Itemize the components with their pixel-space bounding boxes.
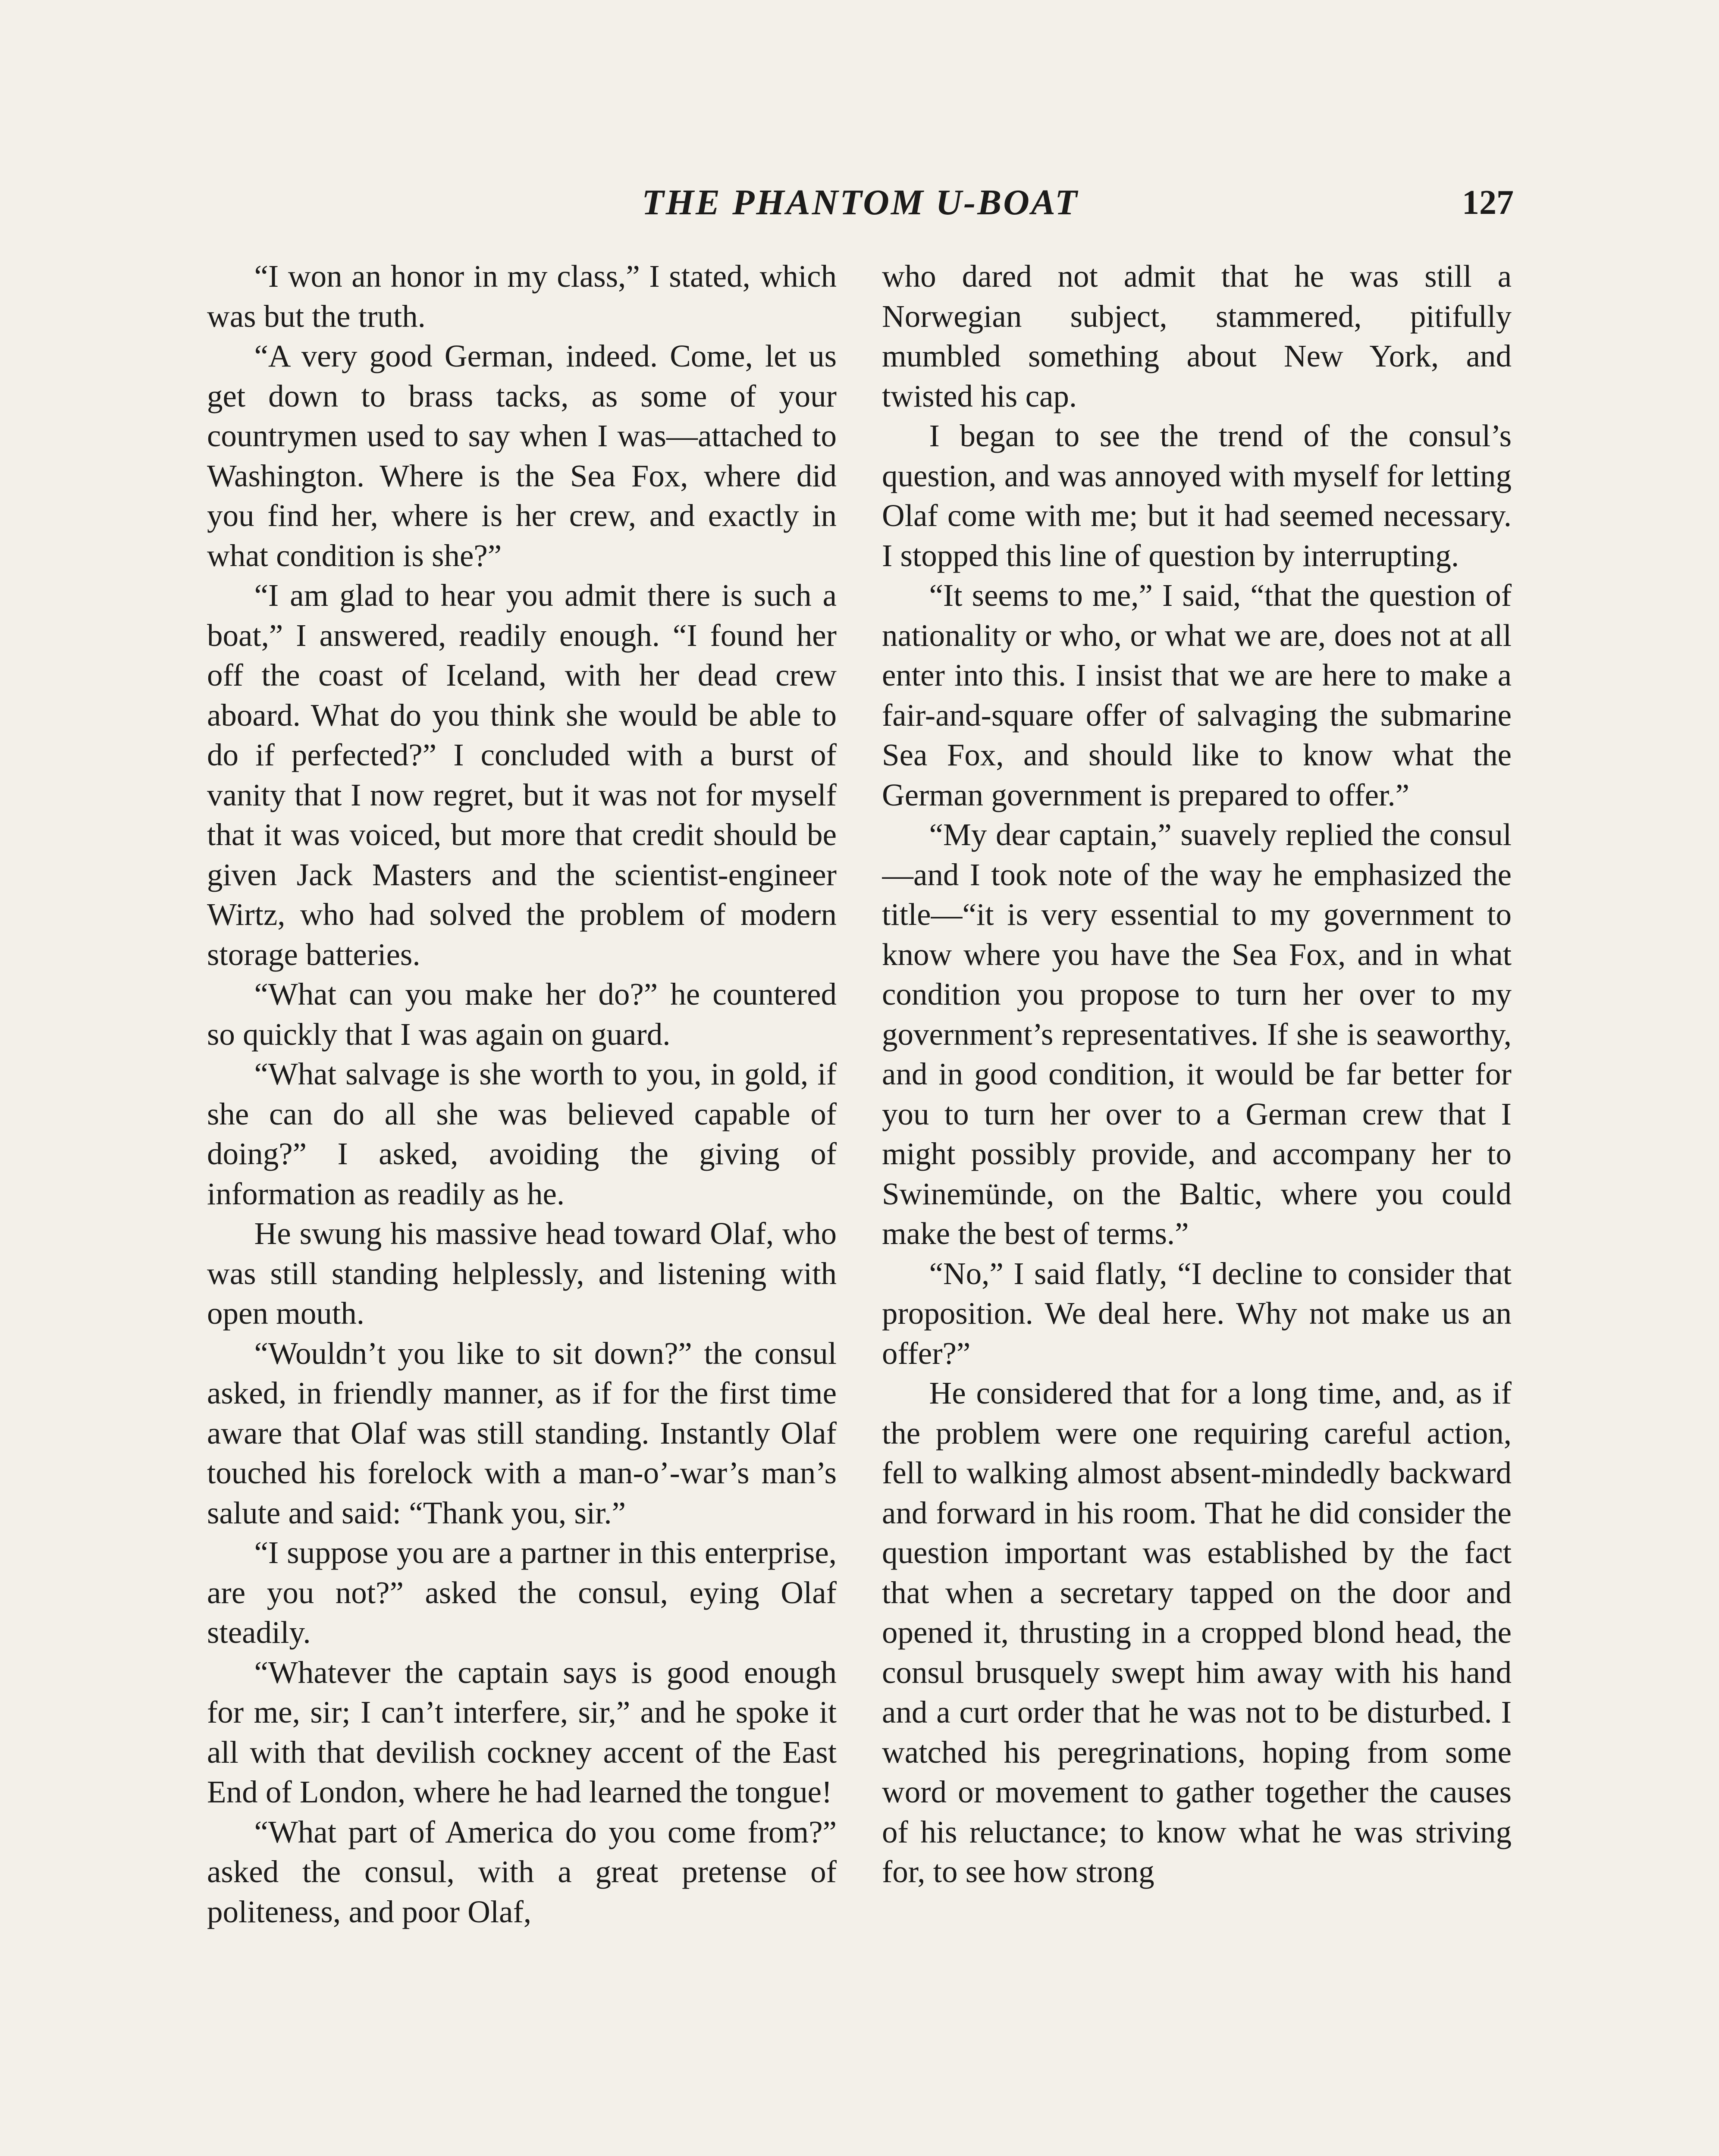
right-text-column [882,257,1512,2156]
running-title: THE PHANTOM U-BOAT [642,182,1079,222]
paragraph: “A very good German, indeed. Come, let us get down to brass tacks, as some of your countrymen used to say when I was—attached to Washington. Where is the Sea Fox, where did you find her, where is her crew, and exactly in what condition is she?” [207,338,837,573]
page-header [207,175,1514,231]
paragraph: “What part of America do you come from?” asked the consul, with a great pretense of politeness, and poor Olaf, [207,1814,837,1929]
paragraph: “I am glad to hear you admit there is such a boat,” I answered, readily enough. “I found her off the coast of Iceland, with her dead crew aboard. What do you think she would be able to do if perfected?” I concluded with a burst of vanity that I now regret, but it was not for myself that it was voiced, but more that credit should be given Jack Masters and the scientist-engineer Wirtz, who had solved the problem of modern storage batteries. [207,578,837,972]
paragraph: “No,” I said flatly, “I decline to consider that proposition. We deal here. Why not make us an offer?” [882,1256,1512,1371]
paragraph: “It seems to me,” I said, “that the question of nationality or who, or what we are, does not at all enter into this. I insist that we are here to make a fair-and-square offer of salvaging the submarine Sea Fox, and should like to know what the German government is prepared to offer.” [882,578,1512,812]
paragraph: “Wouldn’t you like to sit down?” the consul asked, in friendly manner, as if for the first time aware that Olaf was still standing. Instantly Olaf touched his forelock with a man-o’-war’s man’s salute and said: “Thank you, sir.” [207,1335,837,1530]
paragraph: “My dear captain,” suavely replied the consul—and I took note of the way he emphasized the title—“it is very essential to my government to know where you have the Sea Fox, and in what condition you propose to turn her over to my government’s representatives. If she is seaworthy, and in good condition, it would be far better for you to turn her over to a German crew that I might possibly provide, and accompany her to Swinemünde, on the Baltic, where you could make the best of terms.” [882,817,1512,1251]
paragraph: “I suppose you are a partner in this enterprise, are you not?” asked the consul, eying Olaf steadily. [207,1535,837,1650]
paragraph: He swung his massive head toward Olaf, who was still standing helplessly, and listening with open mouth. [207,1216,837,1331]
paragraph: He considered that for a long time, and, as if the problem were one requiring careful action, fell to walking almost absent-mindedly backward and forward in his room. That he did consider the question important was established by the fact that when a secretary tapped on the door and opened it, thrusting in a cropped blond head, the consul brusquely swept him away with his hand and a curt order that he was not to be disturbed. I watched his peregrinations, hoping from some word or movement to gather together the causes of his reluctance; to know what he was striving for, to see how strong [882,1376,1512,1889]
paragraph: “Whatever the captain says is good enough for me, sir; I can’t interfere, sir,” and he spoke it all with that devilish cockney accent of the East End of London, where he had learned the tongue! [207,1655,837,1809]
page-number: 127 [1462,184,1514,222]
paragraph: I began to see the trend of the consul’s question, and was annoyed with myself for letting Olaf come with me; but it had seemed necessary. I stopped this line of question by interrupting. [882,418,1512,573]
paragraph: “What salvage is she worth to you, in gold, if she can do all she was believed capable of doing?” I asked, avoiding the giving of information as readily as he. [207,1056,837,1211]
paragraph: who dared not admit that he was still a Norwegian subject, stammered, pitifully mumbled something about New York, and twisted his cap. [882,259,1512,414]
paragraph: “I won an honor in my class,” I stated, which was but the truth. [207,259,837,334]
left-text-column [207,257,837,2156]
paragraph: “What can you make her do?” he countered so quickly that I was again on guard. [207,977,837,1052]
